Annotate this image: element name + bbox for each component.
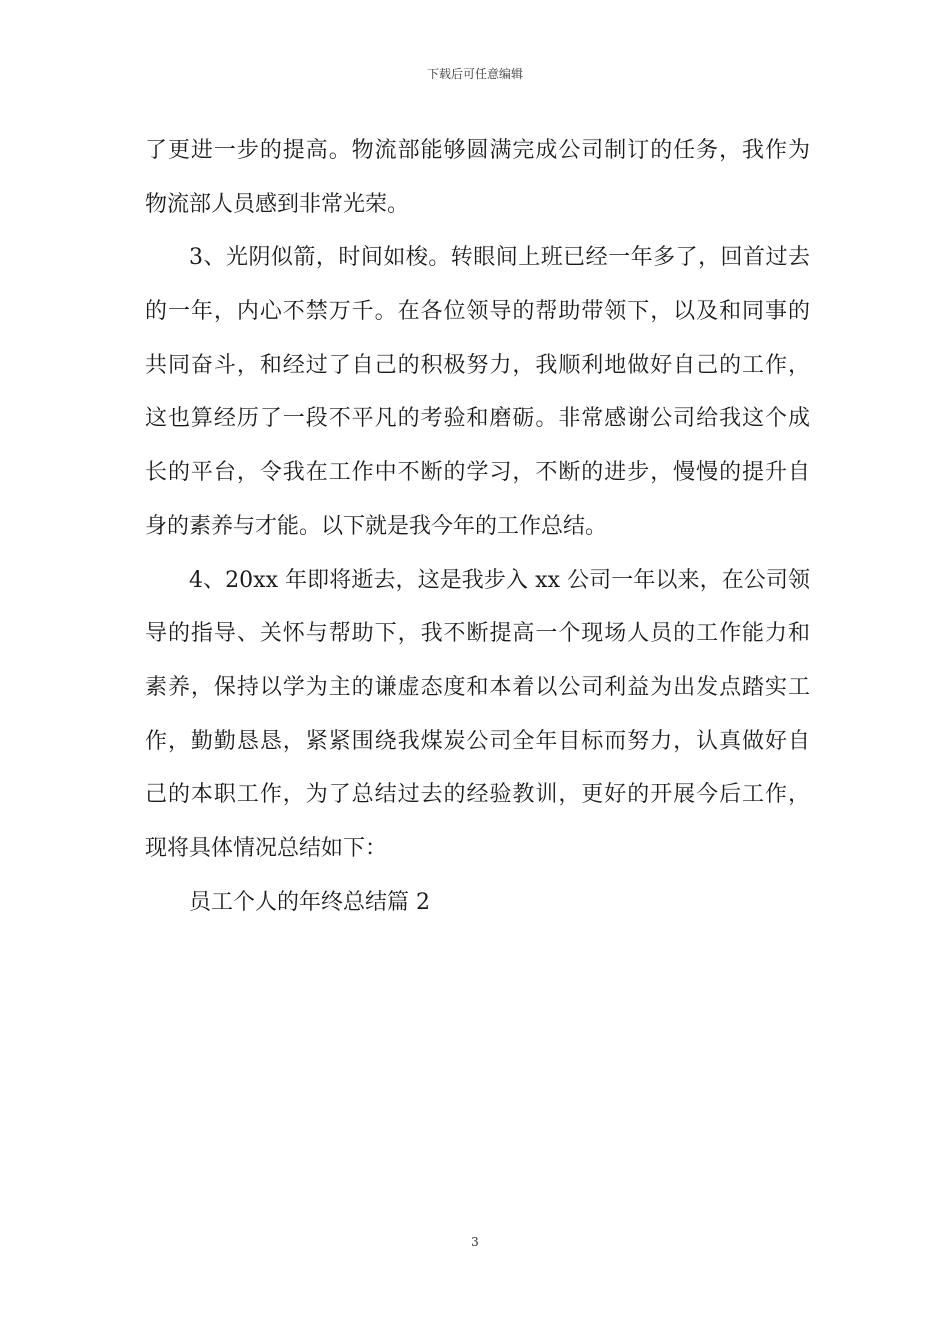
text-line: 己的本职工作，为了总结过去的经验教训，更好的开展今后工作， (145, 782, 810, 808)
text-line: 共同奋斗，和经过了自己的积极努力，我顺利地做好自己的工作， (145, 352, 810, 378)
text-line: 身的素养与才能。以下就是我今年的工作总结。 (145, 513, 608, 539)
text-line: 这也算经历了一段不平凡的考验和磨砺。非常感谢公司给我这个成 (145, 406, 810, 432)
text-line: 的一年，内心不禁万千。在各位领导的帮助带领下，以及和同事的 (145, 299, 810, 325)
text-line: 素养，保持以学为主的谦虚态度和本着以公司利益为出发点踏实工 (145, 674, 810, 700)
text-line: 现将具体情况总结如下： (145, 835, 388, 861)
document-body (145, 129, 810, 934)
text-line: 长的平台，令我在工作中不断的学习，不断的进步，慢慢的提升自 (145, 460, 810, 486)
text-line: 导的指导、关怀与帮助下，我不断提高一个现场人员的工作能力和 (145, 621, 810, 647)
text-line: 3、光阴似箭，时间如梭。转眼间上班已经一年多了，回首过去 (189, 245, 810, 271)
section-heading: 员工个人的年终总结篇 2 (189, 889, 430, 915)
page-number: 3 (471, 1235, 479, 1249)
page-header: 下载后可任意编辑 (426, 67, 523, 81)
text-line: 4、20xx 年即将逝去，这是我步入 xx 公司一年以来，在公司领 (189, 567, 810, 593)
text-line: 了更进一步的提高。物流部能够圆满完成公司制订的任务，我作为 (145, 138, 810, 163)
text-line: 作，勤勤恳恳，紧紧围绕我煤炭公司全年目标而努力，认真做好自 (145, 728, 810, 754)
text-line: 物流部人员感到非常光荣。 (145, 191, 410, 217)
